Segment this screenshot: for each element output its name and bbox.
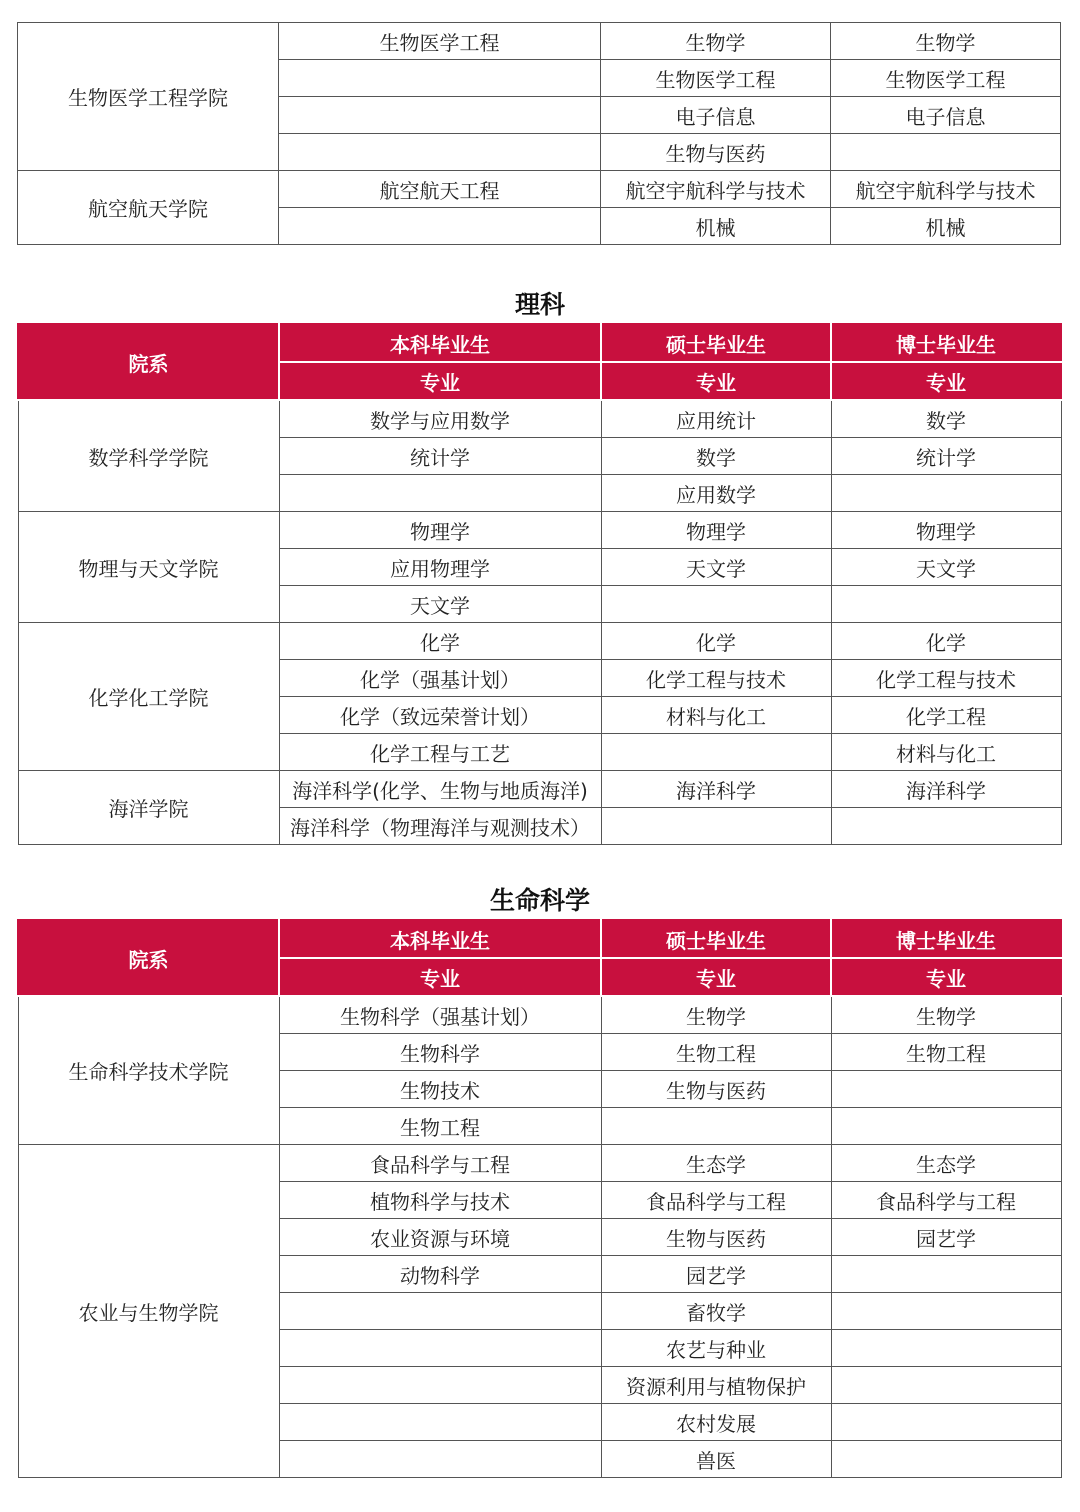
header-undergrad: 本科毕业生 — [279, 920, 601, 958]
master-major: 化学 — [601, 623, 831, 660]
phd-major: 食品科学与工程 — [831, 1182, 1061, 1219]
phd-major — [831, 1071, 1061, 1108]
header-master: 硕士毕业生 — [601, 920, 831, 958]
master-major: 食品科学与工程 — [601, 1182, 831, 1219]
master-major: 物理学 — [601, 512, 831, 549]
phd-major: 化学工程与技术 — [831, 660, 1061, 697]
undergrad-major: 数学与应用数学 — [279, 400, 601, 438]
table-row — [18, 23, 1061, 60]
phd-major: 海洋科学 — [831, 771, 1061, 808]
department-name: 生物医学工程学院 — [18, 23, 279, 171]
master-major: 兽医 — [601, 1441, 831, 1478]
header-master: 硕士毕业生 — [601, 324, 831, 362]
phd-major: 电子信息 — [831, 97, 1061, 134]
phd-major: 园艺学 — [831, 1219, 1061, 1256]
phd-major — [831, 808, 1061, 845]
undergrad-major: 化学工程与工艺 — [279, 734, 601, 771]
phd-major — [831, 475, 1061, 512]
department-name: 航空航天学院 — [18, 171, 279, 245]
undergrad-major: 物理学 — [279, 512, 601, 549]
department-name: 海洋学院 — [18, 771, 279, 845]
master-major: 生态学 — [601, 1145, 831, 1182]
undergrad-major: 生物工程 — [279, 1108, 601, 1145]
phd-major: 物理学 — [831, 512, 1061, 549]
phd-major — [831, 134, 1061, 171]
master-major: 海洋科学 — [601, 771, 831, 808]
undergrad-major: 统计学 — [279, 438, 601, 475]
undergrad-major: 天文学 — [279, 586, 601, 623]
phd-major: 航空宇航科学与技术 — [831, 171, 1061, 208]
table-row — [18, 400, 1061, 438]
master-major: 应用统计 — [601, 400, 831, 438]
undergrad-major: 植物科学与技术 — [279, 1182, 601, 1219]
header-phd: 博士毕业生 — [831, 920, 1061, 958]
department-name: 数学科学学院 — [18, 400, 279, 512]
master-major: 生物学 — [601, 23, 831, 60]
master-major: 畜牧学 — [601, 1293, 831, 1330]
master-major: 天文学 — [601, 549, 831, 586]
phd-major — [831, 1108, 1061, 1145]
phd-major — [831, 1404, 1061, 1441]
phd-major: 数学 — [831, 400, 1061, 438]
phd-major: 生物学 — [831, 23, 1061, 60]
undergrad-major — [279, 60, 601, 97]
master-major — [601, 808, 831, 845]
undergrad-major: 食品科学与工程 — [279, 1145, 601, 1182]
master-major: 数学 — [601, 438, 831, 475]
undergrad-major: 化学（强基计划） — [279, 660, 601, 697]
phd-major: 生物学 — [831, 996, 1061, 1034]
undergrad-major — [279, 134, 601, 171]
phd-major: 材料与化工 — [831, 734, 1061, 771]
master-major — [601, 586, 831, 623]
master-major: 园艺学 — [601, 1256, 831, 1293]
header-major: 专业 — [279, 958, 601, 996]
phd-major — [831, 1330, 1061, 1367]
undergrad-major: 化学（致远荣誉计划） — [279, 697, 601, 734]
master-major: 航空宇航科学与技术 — [601, 171, 831, 208]
phd-major: 统计学 — [831, 438, 1061, 475]
section-title: 生命科学 — [489, 886, 590, 915]
section-title: 理科 — [514, 290, 565, 319]
header-undergrad: 本科毕业生 — [279, 324, 601, 362]
master-major: 应用数学 — [601, 475, 831, 512]
master-major: 生物学 — [601, 996, 831, 1034]
department-name: 化学化工学院 — [18, 623, 279, 771]
major-table — [17, 323, 1062, 845]
undergrad-major — [279, 1367, 601, 1404]
undergrad-major: 应用物理学 — [279, 549, 601, 586]
header-major: 专业 — [831, 362, 1061, 400]
undergrad-major — [279, 1293, 601, 1330]
table-row — [18, 512, 1061, 549]
major-table — [17, 22, 1061, 245]
header-dept: 院系 — [18, 324, 279, 400]
master-major: 生物工程 — [601, 1034, 831, 1071]
undergrad-major — [279, 1441, 601, 1478]
master-major: 材料与化工 — [601, 697, 831, 734]
undergrad-major — [279, 475, 601, 512]
phd-major: 化学工程 — [831, 697, 1061, 734]
phd-major: 生物医学工程 — [831, 60, 1061, 97]
undergrad-major: 农业资源与环境 — [279, 1219, 601, 1256]
phd-major: 化学 — [831, 623, 1061, 660]
table-row — [18, 996, 1061, 1034]
undergrad-major: 动物科学 — [279, 1256, 601, 1293]
table-row — [18, 1145, 1061, 1182]
undergrad-major: 航空航天工程 — [279, 171, 601, 208]
master-major — [601, 734, 831, 771]
undergrad-major: 化学 — [279, 623, 601, 660]
header-dept: 院系 — [18, 920, 279, 996]
phd-major — [831, 1256, 1061, 1293]
master-major: 化学工程与技术 — [601, 660, 831, 697]
master-major — [601, 1108, 831, 1145]
undergrad-major: 海洋科学（物理海洋与观测技术） — [279, 808, 601, 845]
phd-major — [831, 586, 1061, 623]
master-major: 生物与医药 — [601, 1071, 831, 1108]
phd-major: 天文学 — [831, 549, 1061, 586]
phd-major: 生态学 — [831, 1145, 1061, 1182]
table-row — [18, 623, 1061, 660]
master-major: 农艺与种业 — [601, 1330, 831, 1367]
undergrad-major: 生物技术 — [279, 1071, 601, 1108]
header-major: 专业 — [601, 958, 831, 996]
major-table — [17, 919, 1062, 1478]
department-name: 生命科学技术学院 — [18, 996, 279, 1145]
undergrad-major: 生物科学 — [279, 1034, 601, 1071]
master-major: 农村发展 — [601, 1404, 831, 1441]
undergrad-major — [279, 1404, 601, 1441]
phd-major: 机械 — [831, 208, 1061, 245]
undergrad-major — [279, 97, 601, 134]
table-header — [18, 920, 1061, 996]
undergrad-major: 生物科学（强基计划） — [279, 996, 601, 1034]
header-phd: 博士毕业生 — [831, 324, 1061, 362]
master-major: 生物与医药 — [601, 134, 831, 171]
master-major: 电子信息 — [601, 97, 831, 134]
master-major: 资源利用与植物保护 — [601, 1367, 831, 1404]
master-major: 生物医学工程 — [601, 60, 831, 97]
department-name: 农业与生物学院 — [18, 1145, 279, 1478]
undergrad-major — [279, 208, 601, 245]
table-row — [18, 171, 1061, 208]
undergrad-major — [279, 1330, 601, 1367]
phd-major — [831, 1441, 1061, 1478]
header-major: 专业 — [601, 362, 831, 400]
table-header — [18, 324, 1061, 400]
phd-major — [831, 1293, 1061, 1330]
header-major: 专业 — [831, 958, 1061, 996]
undergrad-major: 海洋科学(化学、生物与地质海洋) — [279, 771, 601, 808]
master-major: 机械 — [601, 208, 831, 245]
department-name: 物理与天文学院 — [18, 512, 279, 623]
master-major: 生物与医药 — [601, 1219, 831, 1256]
table-row — [18, 771, 1061, 808]
undergrad-major: 生物医学工程 — [279, 23, 601, 60]
phd-major — [831, 1367, 1061, 1404]
header-major: 专业 — [279, 362, 601, 400]
phd-major: 生物工程 — [831, 1034, 1061, 1071]
